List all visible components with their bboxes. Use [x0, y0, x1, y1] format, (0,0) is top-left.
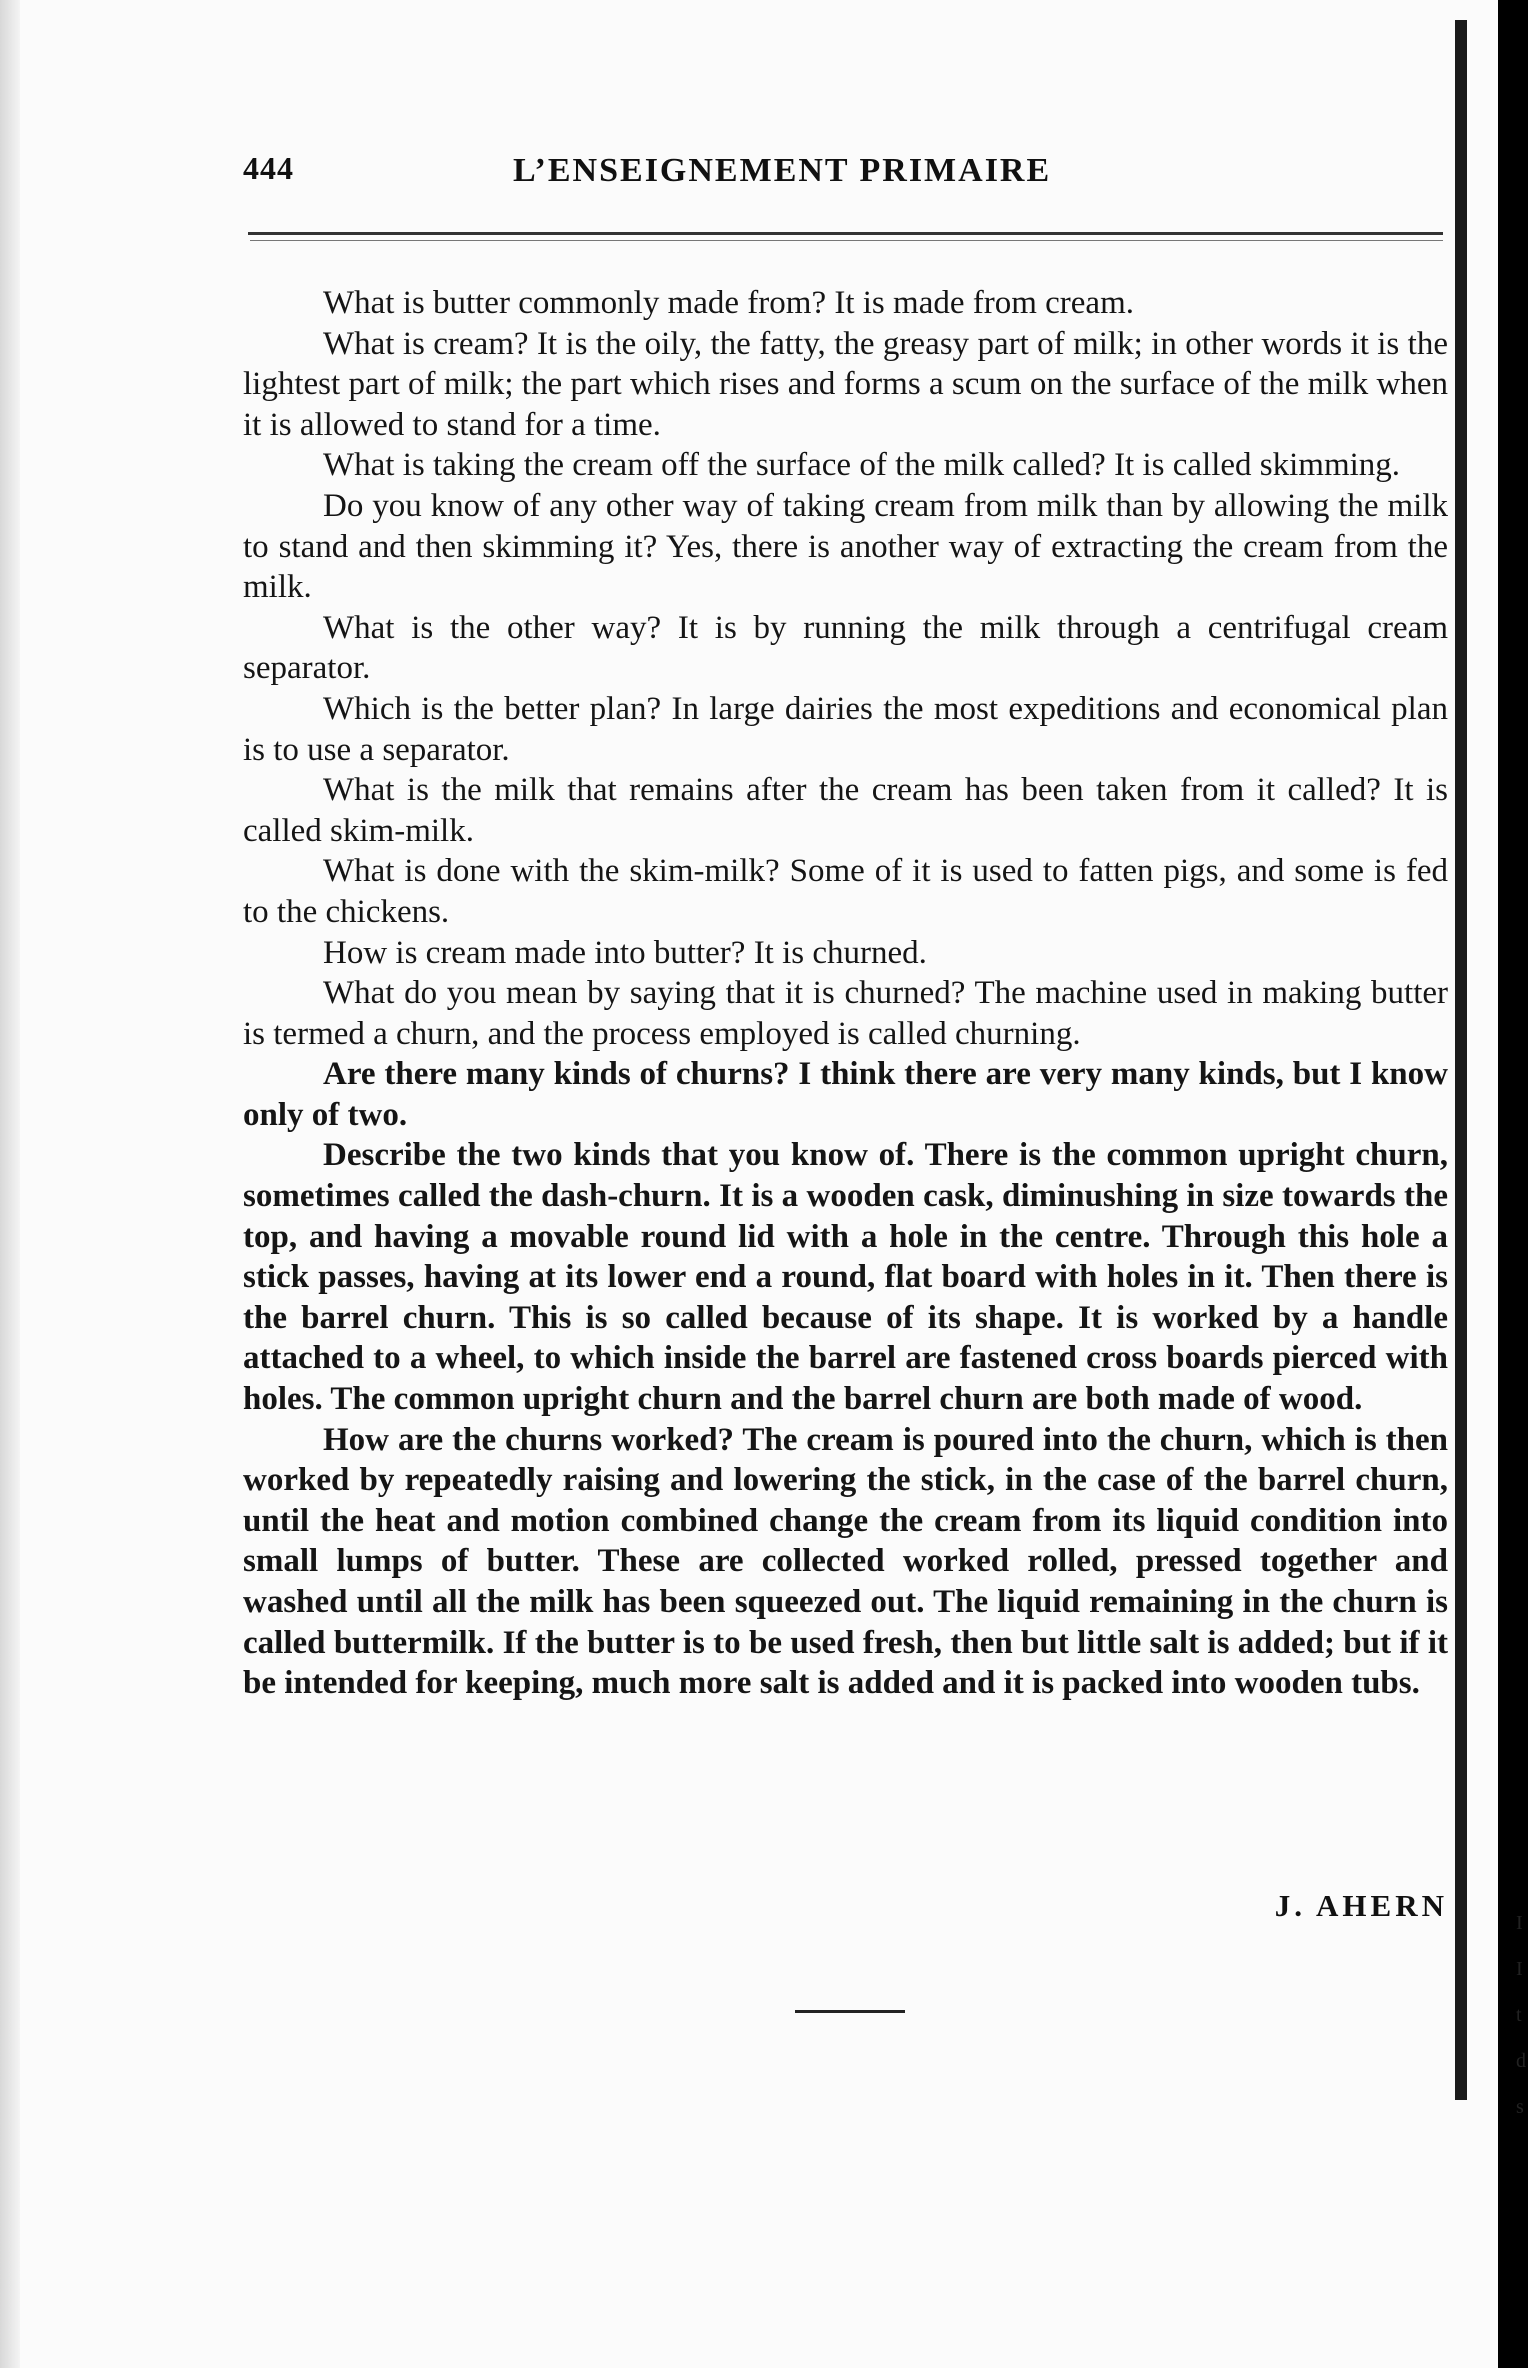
- paragraph: Do you know of any other way of taking cream from milk than by allowing the milk to stand and then skimming it? Yes, there is another way of extracting the cream from the milk.: [243, 487, 1448, 606]
- paragraph: Which is the better plan? In large dairies the most expeditions and economical plan is to use a separator.: [243, 690, 1448, 768]
- page-header: [243, 150, 1443, 210]
- facing-page-edge-marks: [1516, 1900, 1528, 2130]
- page-gutter-shadow: [1455, 20, 1467, 2100]
- end-rule: [795, 2010, 905, 2013]
- paragraph: What is cream? It is the oily, the fatty, the greasy part of milk; in other words it is the lightest part of milk; the part which rises and forms a scum on the surface of the milk when it is allowed to stand for a time.: [243, 325, 1448, 443]
- scan-left-margin: [0, 0, 20, 2368]
- body-text: [243, 283, 1448, 1704]
- page-number: 444: [243, 150, 294, 186]
- paragraph: Are there many kinds of churns? I think there are very many kinds, but I know only of two.: [243, 1056, 1448, 1133]
- header-rule-thin: [250, 240, 1443, 241]
- edge-mark: d: [1516, 2050, 1526, 2072]
- paragraph: What do you mean by saying that it is churned? The machine used in making butter is termed a churn, and the process employed is called churning.: [243, 975, 1448, 1052]
- edge-mark: s: [1516, 2096, 1524, 2118]
- edge-mark: I: [1516, 1912, 1523, 1934]
- author-signature: J. AHERN: [1274, 1888, 1448, 1923]
- edge-mark: t: [1516, 2004, 1522, 2026]
- paragraph: What is the other way? It is by running the milk through a centrifugal cream separator.: [243, 609, 1448, 687]
- running-title: L’ENSEIGNEMENT PRIMAIRE: [513, 152, 1052, 189]
- paragraph: What is butter commonly made from? It is made from cream.: [323, 285, 1134, 321]
- edge-mark: I: [1516, 1958, 1523, 1980]
- paragraph: How is cream made into butter? It is churned.: [323, 934, 927, 971]
- header-rule: [248, 232, 1443, 235]
- paragraph: How are the churns worked? The cream is poured into the churn, which is then worked by repeatedly raising and lowering the stick, in the case of the barrel churn, until the heat and motion combined change the cream from its liquid condition into small lumps of butter. These are collected worked rolled, pressed together and washed until all the milk has been squeezed out. The liquid remaining in the churn is called buttermilk. If the butter is to be used fresh, then but little salt is added; but if it be intended for keeping, much more salt is added and it is packed into wooden tubs.: [243, 1421, 1448, 1702]
- paragraph: Describe the two kinds that you know of. There is the common upright churn, sometimes called the dash-churn. It is a wooden cask, diminushing in size towards the top, and having a movable round lid with a hole in the centre. Through this hole a stick passes, having at its lower end a round, flat board with holes in it. Then there is the barrel churn. This is so called because of its shape. It is worked by a handle attached to a wheel, to which inside the barrel are fastened cross boards pierced with holes. The common upright churn and the barrel churn are both made of wood.: [243, 1137, 1448, 1418]
- paragraph: What is done with the skim-milk? Some of it is used to fatten pigs, and some is fed to the chickens.: [243, 853, 1448, 930]
- paragraph: What is the milk that remains after the cream has been taken from it called? It is called skim-milk.: [243, 772, 1448, 849]
- paragraph: What is taking the cream off the surface of the milk called? It is called skimming.: [323, 447, 1401, 484]
